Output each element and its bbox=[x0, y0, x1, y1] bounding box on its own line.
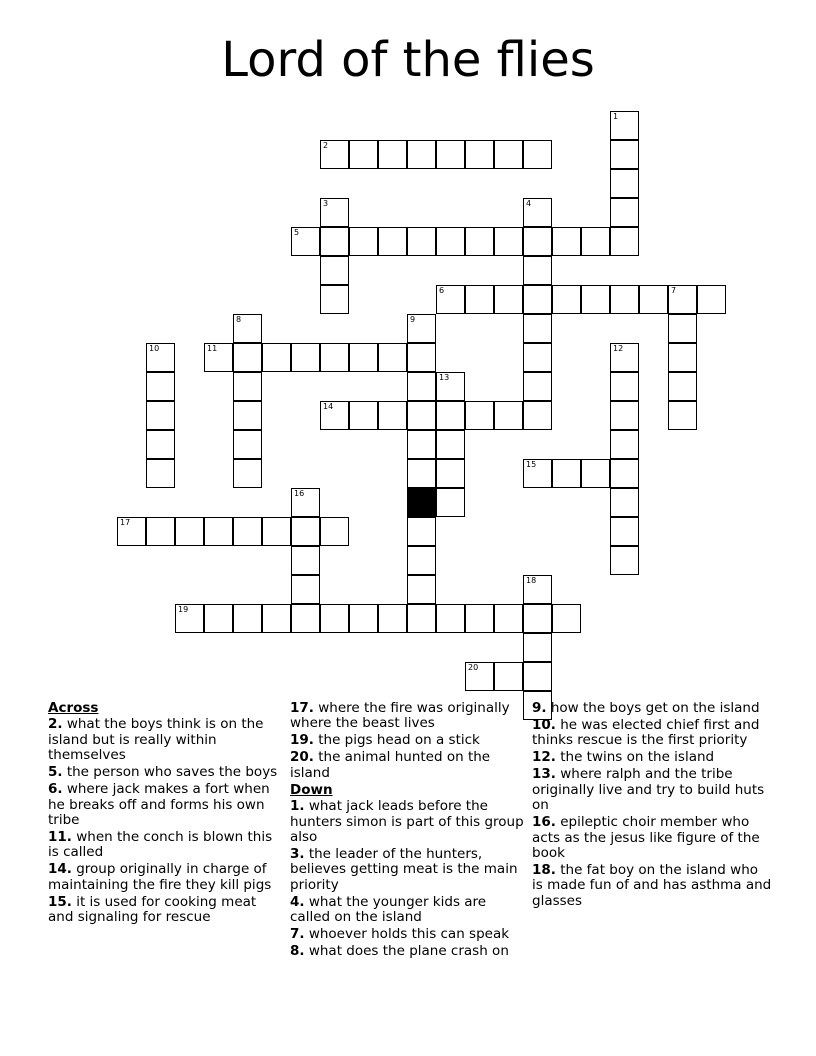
crossword-cell[interactable] bbox=[610, 546, 639, 575]
crossword-cell[interactable] bbox=[320, 343, 349, 372]
crossword-cell[interactable] bbox=[610, 227, 639, 256]
clue-number: 5. bbox=[48, 764, 63, 781]
crossword-cell[interactable] bbox=[465, 227, 494, 256]
cell-number: 13 bbox=[439, 373, 450, 382]
crossword-cell[interactable] bbox=[291, 604, 320, 633]
clue-text: what jack leads before the hunters simon is part of this group also bbox=[290, 798, 524, 846]
crossword-cell[interactable] bbox=[610, 198, 639, 227]
clue-down-8 bbox=[290, 944, 526, 959]
crossword-cell[interactable] bbox=[349, 227, 378, 256]
clue-column-1 bbox=[48, 701, 280, 927]
crossword-cell[interactable] bbox=[146, 372, 175, 401]
crossword-cell[interactable] bbox=[291, 343, 320, 372]
clue-text: it is used for cooking meat and signaling for rescue bbox=[48, 893, 257, 926]
down-heading: Down bbox=[290, 781, 333, 798]
clue-text: what does the plane crash on bbox=[308, 943, 509, 960]
crossword-cell[interactable] bbox=[436, 430, 465, 459]
crossword-cell[interactable] bbox=[378, 401, 407, 430]
crossword-cell[interactable] bbox=[639, 285, 668, 314]
crossword-cell[interactable] bbox=[204, 343, 233, 372]
crossword-cell[interactable] bbox=[407, 343, 436, 372]
crossword-cell[interactable] bbox=[407, 604, 436, 633]
clue-number: 16. bbox=[532, 814, 556, 831]
cell-number: 16 bbox=[294, 489, 305, 498]
clue-column-3 bbox=[532, 701, 772, 911]
crossword-cell[interactable] bbox=[175, 604, 204, 633]
crossword-cell[interactable] bbox=[552, 604, 581, 633]
clue-across-20 bbox=[290, 750, 526, 781]
clue-text: where the fire was originally where the beast lives bbox=[290, 700, 510, 732]
crossword-cell[interactable] bbox=[349, 343, 378, 372]
crossword-cell[interactable] bbox=[465, 140, 494, 169]
clue-text: he was elected chief first and thinks rescue is the first priority bbox=[532, 717, 760, 749]
crossword-cell[interactable] bbox=[204, 517, 233, 546]
crossword-cell[interactable] bbox=[436, 227, 465, 256]
crossword-cell[interactable] bbox=[610, 111, 639, 140]
crossword-cell[interactable] bbox=[320, 198, 349, 227]
crossword-cell[interactable] bbox=[262, 343, 291, 372]
crossword-cell[interactable] bbox=[233, 314, 262, 343]
clue-number: 20. bbox=[290, 749, 314, 766]
cell-number: 11 bbox=[207, 344, 218, 353]
clue-across-2 bbox=[48, 717, 280, 763]
cell-number: 18 bbox=[526, 576, 537, 585]
crossword-cell[interactable] bbox=[523, 227, 552, 256]
crossword-cell[interactable] bbox=[233, 430, 262, 459]
crossword-cell[interactable] bbox=[465, 401, 494, 430]
crossword-cell[interactable] bbox=[610, 343, 639, 372]
clue-text: what the boys think is on the island but is really within themselves bbox=[48, 716, 264, 764]
clue-text: the person who saves the boys bbox=[66, 764, 278, 781]
crossword-cell[interactable] bbox=[581, 285, 610, 314]
crossword-cell[interactable] bbox=[610, 140, 639, 169]
crossword-cell[interactable] bbox=[668, 343, 697, 372]
clue-text: the animal hunted on the island bbox=[290, 749, 491, 781]
crossword-cell[interactable] bbox=[320, 140, 349, 169]
crossword-cell[interactable] bbox=[291, 546, 320, 575]
crossword-cell[interactable] bbox=[436, 140, 465, 169]
crossword-cell[interactable] bbox=[407, 372, 436, 401]
crossword-cell[interactable] bbox=[523, 633, 552, 662]
crossword-cell[interactable] bbox=[291, 488, 320, 517]
clue-number: 3. bbox=[290, 846, 305, 863]
clue-across-11 bbox=[48, 830, 280, 861]
clue-number: 2. bbox=[48, 716, 63, 733]
crossword-cell[interactable] bbox=[494, 285, 523, 314]
clue-number: 8. bbox=[290, 943, 305, 960]
crossword-cell[interactable] bbox=[610, 488, 639, 517]
crossword-cell[interactable] bbox=[436, 604, 465, 633]
crossword-cell[interactable] bbox=[320, 285, 349, 314]
clue-number: 4. bbox=[290, 893, 305, 910]
crossword-cell[interactable] bbox=[146, 401, 175, 430]
clue-text: the leader of the hunters, believes getting meat is the main priority bbox=[290, 846, 518, 893]
cell-number: 8 bbox=[236, 315, 242, 324]
crossword-cell[interactable] bbox=[610, 459, 639, 488]
clue-down-13 bbox=[532, 767, 772, 813]
clue-column-2 bbox=[290, 701, 526, 961]
crossword-cell[interactable] bbox=[262, 517, 291, 546]
crossword-cell[interactable] bbox=[465, 662, 494, 691]
crossword-cell[interactable] bbox=[668, 285, 697, 314]
crossword-cell[interactable] bbox=[610, 517, 639, 546]
cell-number: 5 bbox=[294, 228, 300, 237]
crossword-cell[interactable] bbox=[523, 343, 552, 372]
clue-down-12 bbox=[532, 750, 772, 765]
cell-number: 4 bbox=[526, 199, 532, 208]
clue-across-14 bbox=[48, 862, 280, 893]
crossword-cell[interactable] bbox=[668, 372, 697, 401]
crossword-cell[interactable] bbox=[291, 517, 320, 546]
clue-text: the fat boy on the island who is made fun of and has asthma and glasses bbox=[532, 862, 772, 909]
crossword-cell[interactable] bbox=[552, 227, 581, 256]
crossword-cell[interactable] bbox=[378, 343, 407, 372]
crossword-cell[interactable] bbox=[697, 285, 726, 314]
cell-number: 15 bbox=[526, 460, 537, 469]
clue-number: 9. bbox=[532, 700, 547, 716]
clue-down-4 bbox=[290, 895, 526, 926]
clue-text: where ralph and the tribe originally live and try to build huts on bbox=[532, 766, 765, 814]
crossword-cell[interactable] bbox=[436, 401, 465, 430]
clue-number: 14. bbox=[48, 861, 72, 878]
crossword-cell[interactable] bbox=[610, 169, 639, 198]
crossword-cell[interactable] bbox=[494, 662, 523, 691]
crossword-cell[interactable] bbox=[523, 314, 552, 343]
clue-number: 10. bbox=[532, 717, 556, 733]
clue-across-6 bbox=[48, 782, 280, 828]
clue-text: whoever holds this can speak bbox=[308, 926, 510, 943]
crossword-cell[interactable] bbox=[349, 401, 378, 430]
crossword-cell[interactable] bbox=[320, 604, 349, 633]
crossword-cell[interactable] bbox=[523, 256, 552, 285]
clue-down-10 bbox=[532, 718, 772, 749]
crossword-cell[interactable] bbox=[146, 517, 175, 546]
cell-number: 20 bbox=[468, 663, 479, 672]
crossword-cell[interactable] bbox=[668, 314, 697, 343]
cell-number: 2 bbox=[323, 141, 329, 150]
crossword-cell[interactable] bbox=[233, 459, 262, 488]
crossword-cell[interactable] bbox=[523, 662, 552, 691]
crossword-cell[interactable] bbox=[436, 488, 465, 517]
clue-across-15 bbox=[48, 895, 280, 926]
across-heading: Across bbox=[48, 700, 99, 716]
crossword-cell[interactable] bbox=[204, 604, 233, 633]
crossword-cell[interactable] bbox=[494, 401, 523, 430]
clue-number: 1. bbox=[290, 798, 305, 815]
crossword-cell[interactable] bbox=[523, 198, 552, 227]
clue-text: epileptic choir member who acts as the jesus like figure of the book bbox=[532, 814, 760, 862]
clue-number: 13. bbox=[532, 766, 556, 783]
page-title: Lord of the flies bbox=[221, 32, 595, 88]
crossword-cell[interactable] bbox=[465, 604, 494, 633]
crossword-cell[interactable] bbox=[436, 459, 465, 488]
crossword-cell[interactable] bbox=[320, 256, 349, 285]
crossword-cell[interactable] bbox=[494, 227, 523, 256]
crossword-cell[interactable] bbox=[233, 343, 262, 372]
crossword-cell[interactable] bbox=[523, 372, 552, 401]
cell-number: 10 bbox=[149, 344, 160, 353]
crossword-cell[interactable] bbox=[523, 575, 552, 604]
cell-number: 6 bbox=[439, 286, 445, 295]
cell-number: 7 bbox=[671, 286, 677, 295]
crossword-cell[interactable] bbox=[407, 140, 436, 169]
cell-number: 14 bbox=[323, 402, 334, 411]
crossword-cell[interactable] bbox=[523, 140, 552, 169]
blocked-cell bbox=[407, 488, 436, 517]
crossword-cell[interactable] bbox=[378, 604, 407, 633]
crossword-cell[interactable] bbox=[610, 285, 639, 314]
clue-number: 6. bbox=[48, 781, 63, 798]
clue-text: how the boys get on the island bbox=[550, 700, 760, 716]
cell-number: 12 bbox=[613, 344, 624, 353]
crossword-cell[interactable] bbox=[436, 372, 465, 401]
crossword-cell[interactable] bbox=[233, 604, 262, 633]
crossword-cell[interactable] bbox=[117, 517, 146, 546]
crossword-cell[interactable] bbox=[610, 430, 639, 459]
clue-text: what the younger kids are called on the island bbox=[290, 893, 487, 926]
clue-number: 12. bbox=[532, 749, 556, 766]
clue-number: 19. bbox=[290, 732, 314, 749]
cell-number: 3 bbox=[323, 199, 329, 208]
crossword-cell[interactable] bbox=[523, 459, 552, 488]
crossword-cell[interactable] bbox=[494, 140, 523, 169]
crossword-cell[interactable] bbox=[494, 604, 523, 633]
crossword-cell[interactable] bbox=[581, 459, 610, 488]
crossword-cell[interactable] bbox=[320, 401, 349, 430]
clue-across-19 bbox=[290, 733, 526, 748]
clue-number: 7. bbox=[290, 926, 305, 943]
crossword-cell[interactable] bbox=[146, 430, 175, 459]
clue-text: when the conch is blown this is called bbox=[48, 829, 273, 861]
cell-number: 1 bbox=[613, 112, 619, 121]
clue-across-17 bbox=[290, 701, 526, 732]
crossword-cell[interactable] bbox=[465, 285, 494, 314]
clue-number: 17. bbox=[290, 700, 314, 716]
crossword-cell[interactable] bbox=[262, 604, 291, 633]
crossword-cell[interactable] bbox=[552, 285, 581, 314]
crossword-cell[interactable] bbox=[610, 372, 639, 401]
crossword-cell[interactable] bbox=[349, 140, 378, 169]
crossword-cell[interactable] bbox=[407, 401, 436, 430]
crossword-cell[interactable] bbox=[523, 401, 552, 430]
crossword-cell[interactable] bbox=[610, 401, 639, 430]
cell-number: 9 bbox=[410, 315, 416, 324]
crossword-cell[interactable] bbox=[378, 140, 407, 169]
crossword-cell[interactable] bbox=[407, 430, 436, 459]
crossword-cell[interactable] bbox=[668, 401, 697, 430]
crossword-cell[interactable] bbox=[146, 343, 175, 372]
crossword-cell[interactable] bbox=[407, 314, 436, 343]
clue-across-5 bbox=[48, 765, 280, 780]
clue-text: group originally in charge of maintaining the fire they kill pigs bbox=[48, 861, 272, 893]
crossword-cell[interactable] bbox=[523, 604, 552, 633]
clue-number: 15. bbox=[48, 893, 72, 910]
crossword-cell[interactable] bbox=[146, 459, 175, 488]
clue-down-9 bbox=[532, 701, 772, 716]
clue-text: where jack makes a fort when he breaks off and forms his own tribe bbox=[48, 781, 270, 829]
clue-down-1 bbox=[290, 799, 526, 845]
crossword-cell[interactable] bbox=[233, 372, 262, 401]
crossword-cell[interactable] bbox=[407, 227, 436, 256]
crossword-cell[interactable] bbox=[523, 285, 552, 314]
clue-number: 11. bbox=[48, 829, 72, 846]
cell-number: 17 bbox=[120, 518, 131, 527]
clue-down-18 bbox=[532, 863, 772, 909]
crossword-cell[interactable] bbox=[320, 227, 349, 256]
crossword-cell[interactable] bbox=[233, 517, 262, 546]
crossword-cell[interactable] bbox=[233, 401, 262, 430]
crossword-cell[interactable] bbox=[436, 285, 465, 314]
crossword-cell[interactable] bbox=[349, 604, 378, 633]
crossword-cell[interactable] bbox=[320, 517, 349, 546]
crossword-cell[interactable] bbox=[407, 459, 436, 488]
crossword-cell[interactable] bbox=[291, 575, 320, 604]
cell-number: 19 bbox=[178, 605, 189, 614]
crossword-cell[interactable] bbox=[407, 575, 436, 604]
clue-down-7 bbox=[290, 927, 526, 942]
crossword-cell[interactable] bbox=[175, 517, 204, 546]
crossword-cell[interactable] bbox=[291, 227, 320, 256]
crossword-cell[interactable] bbox=[407, 546, 436, 575]
crossword-cell[interactable] bbox=[581, 227, 610, 256]
clue-down-3 bbox=[290, 847, 526, 893]
crossword-cell[interactable] bbox=[378, 227, 407, 256]
crossword-cell[interactable] bbox=[552, 459, 581, 488]
clue-text: the pigs head on a stick bbox=[318, 732, 480, 749]
clue-number: 18. bbox=[532, 862, 556, 879]
clue-text: the twins on the island bbox=[560, 749, 715, 766]
clue-down-16 bbox=[532, 815, 772, 861]
crossword-cell[interactable] bbox=[407, 517, 436, 546]
